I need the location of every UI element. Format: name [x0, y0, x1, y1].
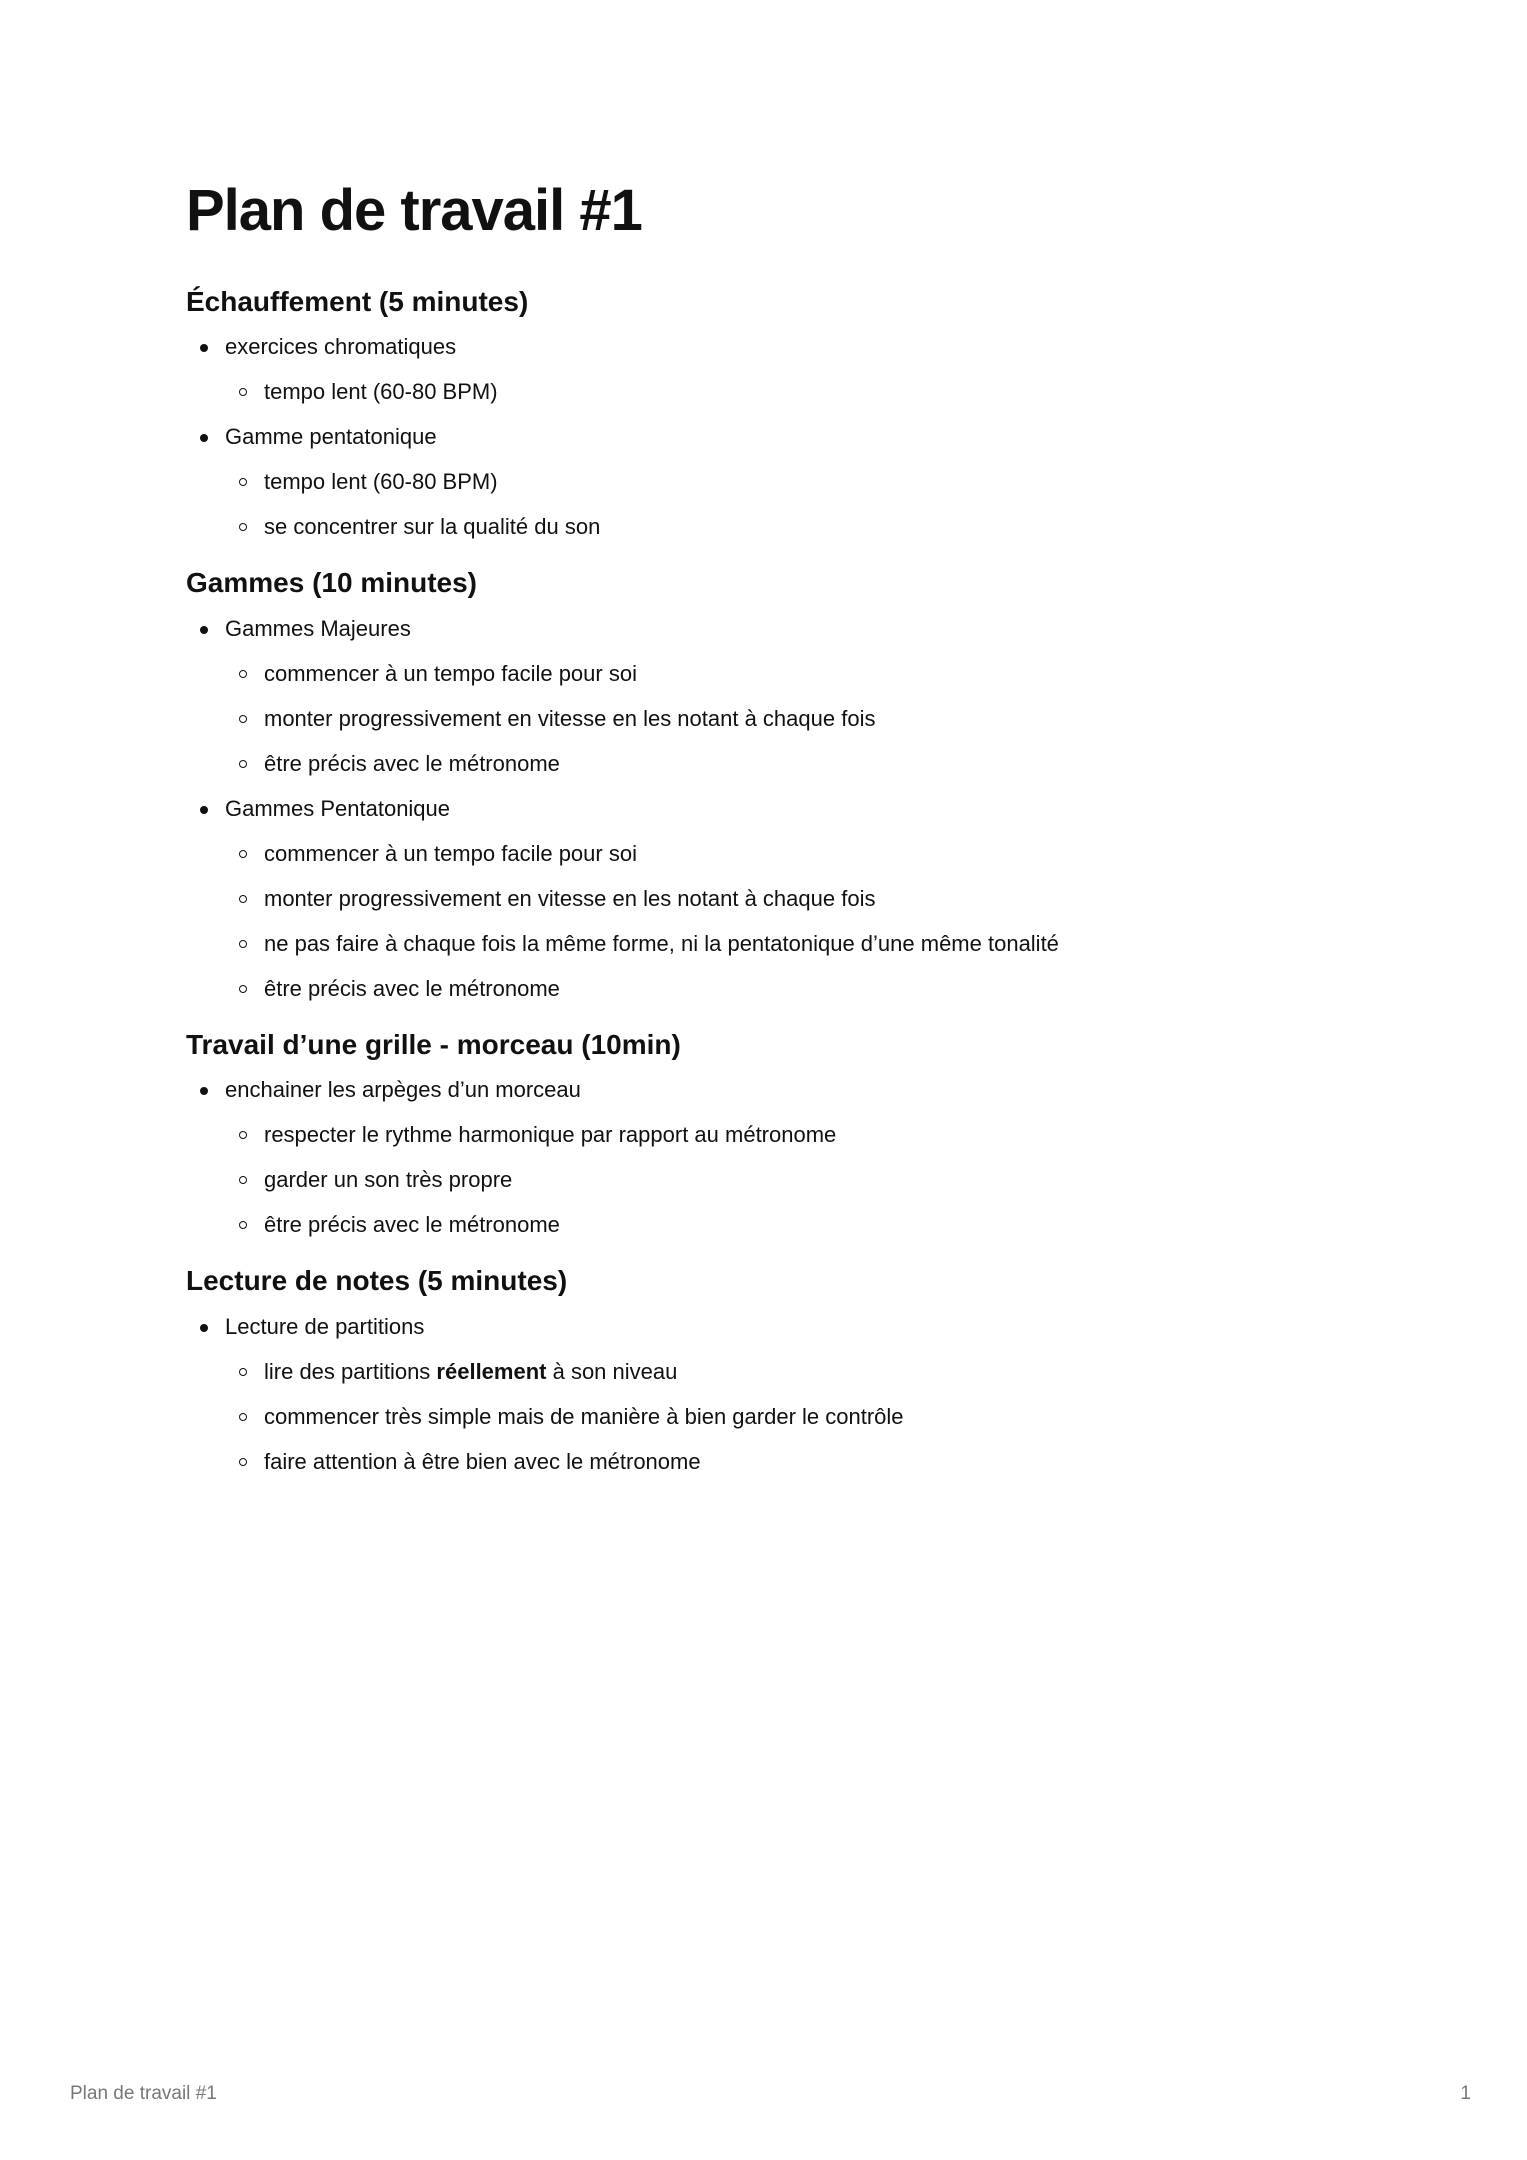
section	[186, 1264, 1346, 1479]
bullet-list	[186, 1310, 1346, 1479]
bullet-circle-icon	[239, 850, 247, 858]
sub-list-item-text: se concentrer sur la qualité du son	[264, 514, 601, 540]
sub-list-item	[225, 1400, 1346, 1434]
section-heading: Gammes (10 minutes)	[186, 567, 477, 599]
bullet-circle-icon	[239, 1368, 247, 1376]
list-item	[186, 1073, 1346, 1242]
bullet-circle-icon	[239, 670, 247, 678]
sub-list-item-text: être précis avec le métronome	[264, 750, 560, 776]
list-item-text: Gammes Pentatonique	[225, 795, 451, 821]
bullet-disc-icon	[200, 1087, 208, 1095]
section	[186, 1028, 1346, 1243]
sections-container	[186, 285, 1346, 1479]
list-item	[186, 330, 1346, 409]
footer-title: Plan de travail #1	[70, 2083, 217, 2104]
section	[186, 285, 1346, 545]
bullet-list	[186, 1073, 1346, 1242]
sub-list-item	[225, 1445, 1346, 1479]
rich-text-before: lire des partitions	[264, 1359, 437, 1385]
sub-list-item	[225, 702, 1346, 736]
sub-list-item	[225, 510, 1346, 544]
bullet-circle-icon	[239, 1221, 247, 1229]
section-heading: Travail d’une grille - morceau (10min)	[186, 1028, 681, 1060]
bullet-disc-icon	[200, 1324, 208, 1332]
bullet-list	[186, 612, 1346, 1006]
bullet-circle-icon	[239, 760, 247, 768]
bullet-disc-icon	[200, 626, 208, 634]
page-number: 1	[1460, 2083, 1471, 2104]
sub-list-item	[225, 1208, 1346, 1242]
bullet-disc-icon	[200, 344, 208, 352]
page-title: Plan de travail #1	[186, 178, 642, 243]
sub-list-item	[225, 882, 1346, 916]
bullet-circle-icon	[239, 1176, 247, 1184]
sub-list-item-text: commencer très simple mais de manière à bien garder le contrôle	[264, 1404, 904, 1430]
bullet-list	[186, 330, 1346, 544]
bullet-circle-icon	[239, 1458, 247, 1466]
sub-list-item-text: monter progressivement en vitesse en les notant à chaque fois	[264, 705, 876, 731]
list-item-text: exercices chromatiques	[225, 334, 457, 360]
sub-list-item-text: ne pas faire à chaque fois la même forme, ni la pentatonique d’une même tonalité	[264, 930, 1059, 956]
sub-bullet-list	[225, 1118, 1346, 1242]
document-page	[186, 178, 1346, 1501]
sub-list-item-text: garder un son très propre	[264, 1167, 513, 1193]
sub-list-item	[225, 1118, 1346, 1152]
sub-list-item	[225, 837, 1346, 871]
sub-list-item-text: faire attention à être bien avec le métronome	[264, 1449, 701, 1475]
section-heading: Échauffement (5 minutes)	[186, 285, 529, 317]
rich-text-bold: réellement	[436, 1359, 547, 1385]
list-item-text: Gammes Majeures	[225, 615, 411, 641]
sub-list-item	[225, 1163, 1346, 1197]
bullet-circle-icon	[239, 715, 247, 723]
bullet-circle-icon	[239, 388, 247, 396]
sub-list-item-text: respecter le rythme harmonique par rapport au métronome	[264, 1122, 837, 1148]
rich-text-after: à son niveau	[546, 1359, 678, 1385]
sub-list-item-text: monter progressivement en vitesse en les notant à chaque fois	[264, 885, 876, 911]
list-item	[186, 420, 1346, 544]
bullet-disc-icon	[200, 806, 208, 814]
sub-list-item	[225, 465, 1346, 499]
sub-list-item-text: commencer à un tempo facile pour soi	[264, 840, 637, 866]
bullet-circle-icon	[239, 523, 247, 531]
sub-list-item-text: être précis avec le métronome	[264, 975, 560, 1001]
sub-list-item	[225, 972, 1346, 1006]
bullet-circle-icon	[239, 895, 247, 903]
sub-bullet-list	[225, 837, 1346, 1006]
list-item-text: Gamme pentatonique	[225, 424, 437, 450]
sub-list-item	[225, 657, 1346, 691]
bullet-circle-icon	[239, 985, 247, 993]
list-item-text: Lecture de partitions	[225, 1314, 425, 1340]
sub-list-item-text: commencer à un tempo facile pour soi	[264, 660, 637, 686]
sub-list-item	[225, 375, 1346, 409]
sub-list-item-text: tempo lent (60-80 BPM)	[264, 379, 498, 405]
bullet-circle-icon	[239, 940, 247, 948]
list-item-text: enchainer les arpèges d’un morceau	[225, 1077, 581, 1103]
list-item	[186, 1310, 1346, 1479]
section-heading: Lecture de notes (5 minutes)	[186, 1265, 568, 1297]
bullet-circle-icon	[239, 1413, 247, 1421]
sub-list-item	[225, 747, 1346, 781]
sub-bullet-list	[225, 657, 1346, 781]
sub-list-item-text: être précis avec le métronome	[264, 1212, 560, 1238]
bullet-circle-icon	[239, 478, 247, 486]
sub-list-item	[225, 1355, 1346, 1389]
sub-bullet-list	[225, 1355, 1346, 1479]
sub-list-item-text: tempo lent (60-80 BPM)	[264, 469, 498, 495]
sub-bullet-list	[225, 465, 1346, 544]
section	[186, 566, 1346, 1006]
list-item	[186, 612, 1346, 781]
sub-bullet-list	[225, 375, 1346, 409]
list-item	[186, 792, 1346, 1006]
sub-list-item	[225, 927, 1346, 961]
bullet-disc-icon	[200, 434, 208, 442]
bullet-circle-icon	[239, 1131, 247, 1139]
